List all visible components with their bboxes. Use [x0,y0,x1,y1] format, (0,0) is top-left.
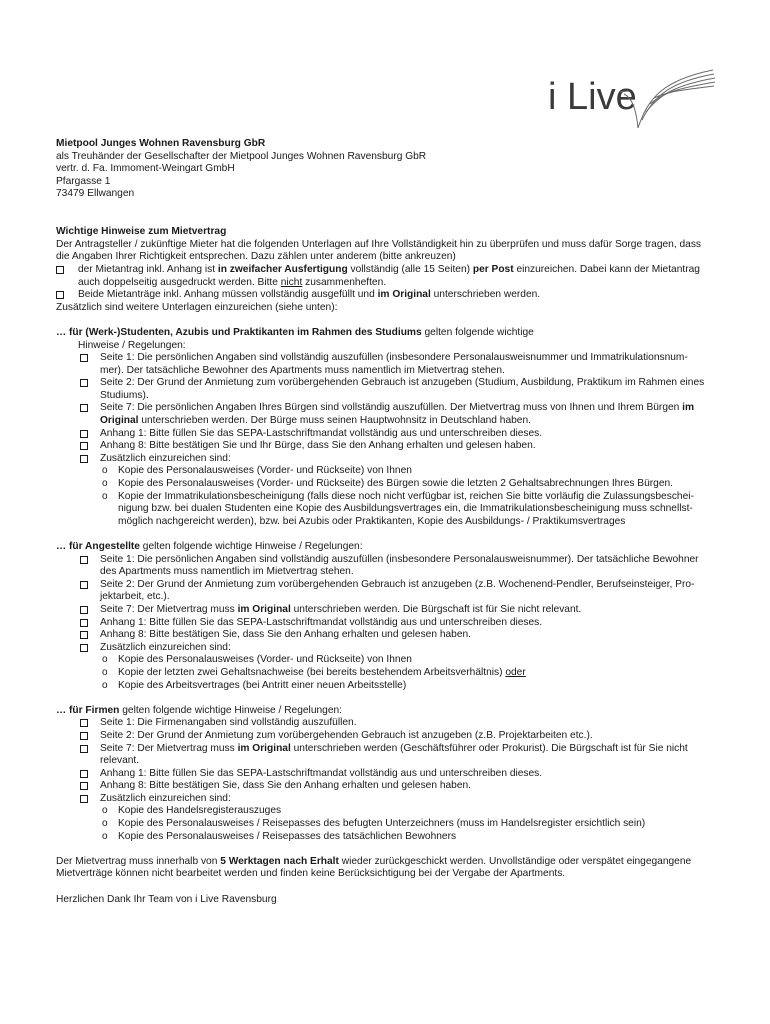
checklist-item: Seite 1: Die Firmenangaben sind vollständig auszufüllen. [56,717,718,730]
letter-body [56,138,718,906]
checklist-item: Seite 2: Der Grund der Anmietung zum vorübergehenden Gebrauch ist anzugeben (z.B. Wochenend-Pendler, Berufseinsteiger, Pro- jektarbeit, etc.). [56,579,718,604]
checklist-item: Seite 7: Die persönlichen Angaben Ihres Bürgen sind vollständig auszufüllen. Der Mietvertrag muss von Ihnen und Ihrem Bürgen im Original unterschrieben werden. Der Bürge muss seinen Hauptwohnsitz in Deutschland haben. [56,402,718,427]
companies-section-title: … für Firmen gelten folgende wichtige Hinweise / Regelungen: [56,704,342,716]
sub-list-item: o Kopie des Personalausweises (Vorder- und Rückseite) des Bürgen sowie die letzten 2 Gehaltsabrechnungen Ihres Bürgen. [102,478,673,490]
intro-text: die Angaben Ihrer Richtigkeit entsprechen. Dazu zählen unter anderem (bitte ankreuzen) [56,251,456,263]
checkbox[interactable] [80,719,88,727]
checkbox[interactable] [56,266,64,274]
checklist-item: Anhang 1: Bitte füllen Sie das SEPA-Lastschriftmandat vollständig aus und unterschreiben dieses. [56,428,718,441]
bullet: o [102,654,108,666]
checklist-item: Zusätzlich einzureichen sind: [56,793,718,806]
intro-text: Der Antragsteller / zukünftige Mieter hat die folgenden Unterlagen auf Ihre Vollständigkeit hin zu überprüfen und muss dafür Sorge tragen, dass [56,238,702,250]
checkbox[interactable] [80,379,88,387]
sub-list-item: o Kopie des Personalausweises / Reisepasses des tatsächlichen Bewohners [102,830,457,842]
checkbox[interactable] [80,619,88,627]
checklist-item: Anhang 1: Bitte füllen Sie das SEPA-Lastschriftmandat vollständig aus und unterschreiben dieses. [56,768,718,781]
sub-list-item: o Kopie der Immatrikulationsbescheinigung (falls diese noch nicht verfügbar ist, reichen Sie bitte vorläufig die Zulassungsbeschei- nigung bzw. bei dualen Studenten eine Kopie des Ausbildungsvertrages ein, die Immatrikulationsbescheinigung muss schnellst- möglich nachgereicht werden), bzw. bei Azubis oder Praktikanten, Kopie des Ausbildungs- / Praktikumsvertrages [102,490,694,527]
sub-list-item: o Kopie des Arbeitsvertrages (bei Antritt einer neuen Arbeitsstelle) [102,679,407,691]
checkbox[interactable] [80,581,88,589]
checkbox[interactable] [80,556,88,564]
checkbox[interactable] [80,606,88,614]
logo-text: i Live [548,76,637,118]
checkbox[interactable] [80,644,88,652]
checklist-item: Seite 2: Der Grund der Anmietung zum vorübergehenden Gebrauch ist anzugeben (z.B. Projektarbeiten etc.). [56,730,718,743]
checklist-item: Anhang 8: Bitte bestätigen Sie und Ihr Bürge, dass Sie den Anhang erhalten und gelesen haben. [56,440,718,453]
employees-section-title: … für Angestellte gelten folgende wichtige Hinweise / Regelungen: [56,541,363,552]
address-line: als Treuhänder der Gesellschafter der Mietpool Junges Wohnen Ravensburg GbR [56,150,427,162]
checklist-item: Zusätzlich einzureichen sind: [56,642,718,655]
checklist-item: Seite 7: Der Mietvertrag muss im Original unterschrieben werden. Die Bürgschaft ist für Sie nicht relevant. [56,604,718,617]
closing-thanks: Herzlichen Dank Ihr Team von i Live Ravensburg [56,893,277,905]
students-section-subtitle: Hinweise / Regelungen: [78,339,186,351]
recipient-address [56,138,718,201]
checklist-item: Seite 2: Der Grund der Anmietung zum vorübergehenden Gebrauch ist anzugeben (Studium, Ausbildung, Praktikum im Rahmen eines Studiums). [56,377,718,402]
bullet: o [102,805,108,817]
address-line: Pfargasse 1 [56,175,111,187]
sub-list-item: o Kopie des Personalausweises / Reisepasses des befugten Unterzeichners (muss im Handelsregister ersichtlich sein) [102,818,646,830]
checkbox[interactable] [80,631,88,639]
checkbox[interactable] [80,782,88,790]
checklist-item: Seite 7: Der Mietvertrag muss im Original unterschrieben werden (Geschäftsführer oder Prokurist). Die Bürgschaft ist für Sie nicht relevant. [56,743,718,768]
bullet: o [102,679,108,691]
closing-paragraph: Der Mietvertrag muss innerhalb von 5 Werktagen nach Erhalt wieder zurückgeschickt werden. Unvollständige oder verspätet eingegangene Mietverträge können nicht bearbeitet werden und finden keine Berücksichtigung bei der Vergabe der Apartments. [56,855,692,880]
checkbox[interactable] [80,795,88,803]
sub-list-item: o Kopie des Personalausweises (Vorder- und Rückseite) von Ihnen [102,465,412,477]
checkbox[interactable] [80,442,88,450]
bullet: o [102,830,108,842]
checklist-item: Seite 1: Die persönlichen Angaben sind vollständig auszufüllen (insbesondere Personalausweisnummer und Immatrikulationsnum- mer). Der tatsächliche Bewohner des Apartments muss namentlich im Mietvertrag stehen. [56,352,718,377]
checklist-item: Seite 1: Die persönlichen Angaben sind vollständig auszufüllen (insbesondere Personalausweisnummer). Der tatsächliche Bewohner des Apartments muss namentlich im Mietvertrag stehen. [56,554,718,579]
bullet: o [102,465,108,477]
checklist-item: der Mietantrag inkl. Anhang ist in zweifacher Ausfertigung vollständig (alle 15 Seiten) per Post einzureichen. Dabei kann der Mietantrag auch doppelseitig ausgedruckt werden. Bitte nicht zusammenheften. [56,264,718,289]
checklist-item: Anhang 8: Bitte bestätigen Sie, dass Sie den Anhang erhalten und gelesen haben. [56,780,718,793]
checkbox[interactable] [80,430,88,438]
checklist-item: Zusätzlich einzureichen sind: [56,453,718,466]
address-line: 73479 Ellwangen [56,188,135,200]
checklist-item: Anhang 8: Bitte bestätigen Sie, dass Sie den Anhang erhalten und gelesen haben. [56,629,718,642]
checkbox[interactable] [80,354,88,362]
bullet: o [102,490,108,502]
checkbox[interactable] [56,291,64,299]
students-section-title: … für (Werk-)Studenten, Azubis und Praktikanten im Rahmen des Studiums gelten folgende wichtige [56,326,534,338]
section-heading: Wichtige Hinweise zum Mietvertrag [56,226,227,238]
sub-list-item: o Kopie des Personalausweises (Vorder- und Rückseite) von Ihnen [102,654,412,666]
bullet: o [102,666,108,678]
checkbox[interactable] [80,745,88,753]
checkbox[interactable] [80,732,88,740]
ilive-logo [548,58,716,130]
bullet: o [102,818,108,830]
checklist-item: Anhang 1: Bitte füllen Sie das SEPA-Lastschriftmandat vollständig aus und unterschreiben dieses. [56,617,718,630]
checkbox[interactable] [80,404,88,412]
bullet: o [102,478,108,490]
checklist-item: Beide Mietanträge inkl. Anhang müssen vollständig ausgefüllt und im Original unterschrieben werden. [56,289,718,302]
intro-text: Zusätzlich sind weitere Unterlagen einzureichen (siehe unten): [56,301,338,313]
sub-list-item: o Kopie der letzten zwei Gehaltsnachweise (bei bereits bestehendem Arbeitsverhältnis) oder [102,666,526,678]
address-line: vertr. d. Fa. Immoment-Weingart GmbH [56,163,235,175]
checkbox[interactable] [80,455,88,463]
sub-list-item: o Kopie des Handelsregisterauszuges [102,805,282,817]
checkbox[interactable] [80,770,88,778]
address-line: Mietpool Junges Wohnen Ravensburg GbR [56,138,266,149]
swallow-bird-icon [618,58,718,130]
